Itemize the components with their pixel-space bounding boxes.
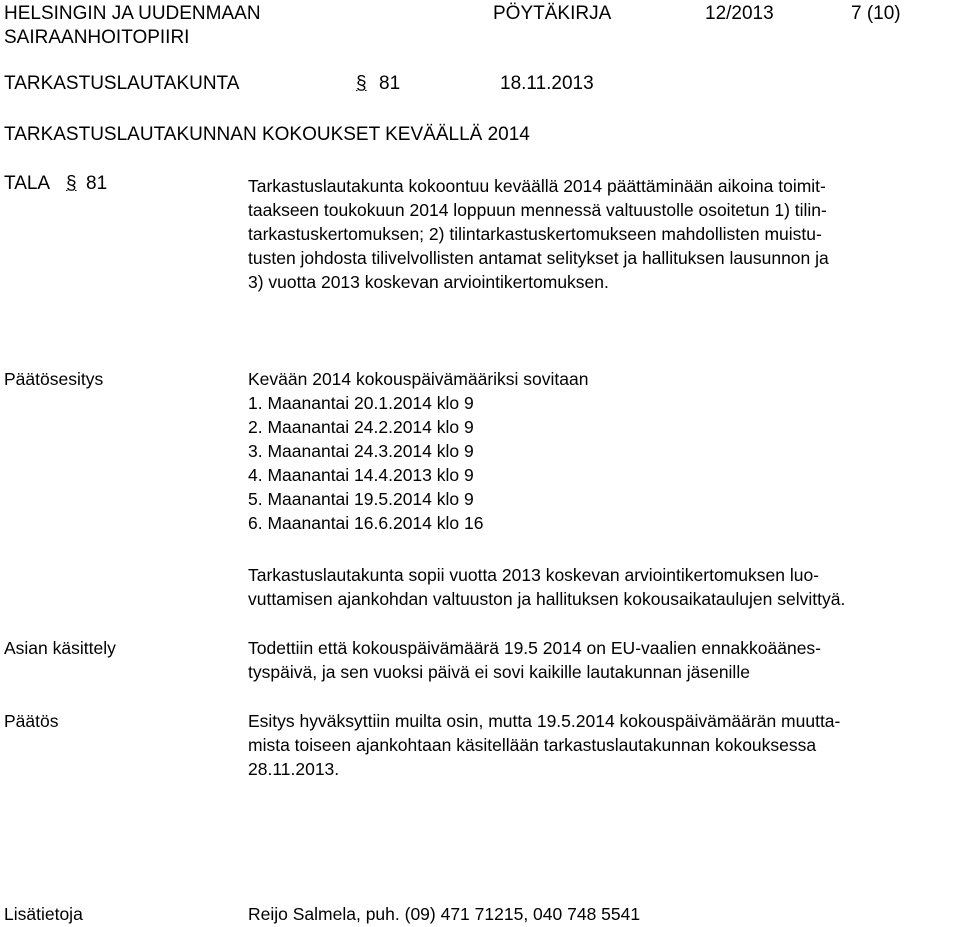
meeting-date-item: 3. Maanantai 24.3.2014 klo 9: [248, 441, 474, 461]
proposal-block: [248, 367, 588, 535]
handling-text: [248, 636, 821, 684]
header-section-number: 81: [379, 73, 401, 94]
decision-label: Päätös: [4, 711, 59, 731]
proposal-label: Päätösesitys: [4, 369, 104, 389]
intro-line: 3) vuotta 2013 koskevan arviointikertomuksen.: [248, 272, 609, 292]
proposal-note-line: vuttamisen ajankohdan valtuuston ja hallituksen kokousaikataulujen selvittyä.: [248, 589, 846, 609]
doc-number: 12/2013: [705, 3, 774, 24]
section-sign: §: [356, 73, 367, 94]
meeting-date-item: 2. Maanantai 24.2.2014 klo 9: [248, 417, 474, 437]
decision-text: [248, 709, 840, 781]
meeting-date-item: 6. Maanantai 16.6.2014 klo 16: [248, 513, 484, 533]
proposal-note: [248, 563, 845, 611]
proposal-note-line: Tarkastuslautakunta sopii vuotta 2013 koskevan arviointikertomuksen luo-: [248, 565, 820, 585]
intro-line: Tarkastuslautakunta kokoontuu keväällä 2014 päättäminään aikoina toimit-: [248, 176, 826, 196]
org-name-line1: HELSINGIN JA UUDENMAAN: [4, 3, 261, 24]
committee-name: TARKASTUSLAUTAKUNTA: [4, 73, 240, 94]
meeting-date-item: 5. Maanantai 19.5.2014 klo 9: [248, 489, 474, 509]
handling-label: Asian käsittely: [4, 638, 116, 658]
section-ref-number: 81: [86, 173, 108, 194]
intro-line: taakseen toukokuun 2014 loppuun mennessä valtuustolle osoitetun 1) tilin-: [248, 200, 827, 220]
decision-line: mista toiseen ajankohtaan käsitellään tarkastuslautakunnan kokouksessa: [248, 735, 817, 755]
handling-line: tyspäivä, ja sen vuoksi päivä ei sovi kaikille lautakunnan jäsenille: [248, 662, 750, 682]
meeting-date-item: 1. Maanantai 20.1.2014 klo 9: [248, 393, 474, 413]
intro-line: tusten johdosta tilivelvollisten antamat selitykset ja hallituksen lausunnon ja: [248, 248, 829, 268]
section-ref-prefix: TALA: [4, 173, 51, 194]
section-ref-sign: §: [66, 173, 77, 194]
handling-line: Todettiin että kokouspäivämäärä 19.5 2014 on EU-vaalien ennakkoäänes-: [248, 638, 822, 658]
intro-paragraph: [248, 174, 829, 294]
contact-info: Reijo Salmela, puh. (09) 471 71215, 040 748 5541: [248, 904, 641, 924]
page-number: 7 (10): [851, 3, 901, 24]
meeting-date: 18.11.2013: [500, 73, 594, 94]
doc-type: PÖYTÄKIRJA: [493, 3, 612, 24]
meeting-date-item: 4. Maanantai 14.4.2013 klo 9: [248, 465, 474, 485]
page-title: TARKASTUSLAUTAKUNNAN KOKOUKSET KEVÄÄLLÄ 2014: [4, 124, 530, 145]
org-name-line2: SAIRAANHOITOPIIRI: [4, 27, 190, 48]
decision-line: Esitys hyväksyttiin muilta osin, mutta 19.5.2014 kokouspäivämäärän muutta-: [248, 711, 841, 731]
proposal-heading: Kevään 2014 kokouspäivämääriksi sovitaan: [248, 369, 589, 389]
intro-line: tarkastuskertomuksen; 2) tilintarkastuskertomukseen mahdollisten muistu-: [248, 224, 822, 244]
decision-line: 28.11.2013.: [248, 759, 340, 779]
contact-label: Lisätietoja: [4, 904, 83, 924]
